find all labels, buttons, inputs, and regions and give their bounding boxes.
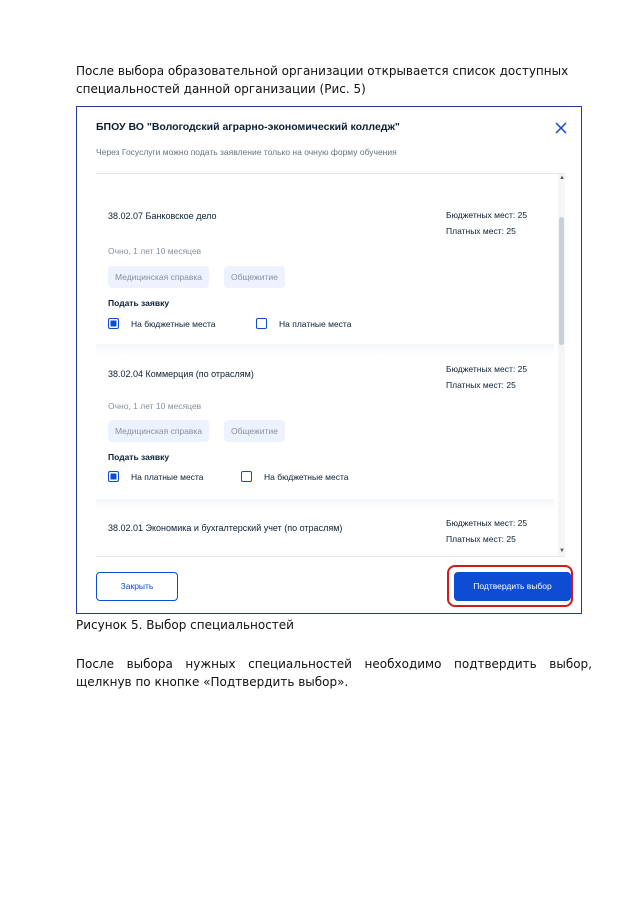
tag-dormitory: Общежитие bbox=[224, 266, 285, 288]
checkbox-paid[interactable] bbox=[256, 318, 267, 329]
specialty-dialog-screenshot bbox=[76, 106, 582, 614]
close-icon[interactable] bbox=[553, 120, 569, 136]
specialty-card bbox=[96, 499, 554, 556]
tag-medical-certificate: Медицинская справка bbox=[108, 266, 209, 288]
tag-medical-certificate: Медицинская справка bbox=[108, 420, 209, 442]
checkbox-label: На бюджетные места bbox=[264, 472, 349, 482]
checkbox-budget[interactable] bbox=[241, 471, 252, 482]
specialty-name: 38.02.01 Экономика и бухгалтерский учет (по отраслям) bbox=[108, 523, 343, 533]
scrollbar-thumb[interactable] bbox=[559, 217, 564, 345]
dialog-note: Через Госуслуги можно подать заявление только на очную форму обучения bbox=[96, 147, 397, 157]
specialty-card bbox=[96, 174, 554, 329]
outro-paragraph: После выбора нужных специальностей необходимо подтвердить выбор, щелкнув по кнопке «Подтвердить выбор». bbox=[76, 657, 592, 689]
budget-places: Бюджетных мест: 25 bbox=[446, 364, 528, 374]
checkbox-label: На платные места bbox=[279, 319, 352, 329]
specialty-name: 38.02.07 Банковское дело bbox=[108, 211, 217, 221]
scroll-up-icon[interactable]: ▲ bbox=[559, 175, 565, 181]
checkbox-label: На платные места bbox=[131, 472, 204, 482]
apply-label: Подать заявку bbox=[108, 452, 170, 462]
places-info bbox=[446, 515, 527, 547]
tag-dormitory: Общежитие bbox=[224, 420, 285, 442]
paid-places: Платных мест: 25 bbox=[446, 380, 516, 390]
figure-caption: Рисунок 5. Выбор специальностей bbox=[76, 618, 294, 632]
checkbox-paid[interactable] bbox=[108, 471, 119, 482]
specialty-list[interactable] bbox=[96, 173, 565, 557]
scroll-down-icon[interactable]: ▼ bbox=[559, 548, 565, 554]
budget-places: Бюджетных мест: 25 bbox=[446, 210, 528, 220]
paid-places: Платных мест: 25 bbox=[446, 226, 516, 236]
places-info bbox=[446, 207, 527, 239]
close-button[interactable]: Закрыть bbox=[96, 572, 178, 601]
study-form: Очно, 1 лет 10 месяцев bbox=[108, 246, 202, 256]
budget-places: Бюджетных мест: 25 bbox=[446, 518, 528, 528]
dialog-title: БПОУ ВО "Вологодский аграрно-экономический колледж" bbox=[96, 121, 400, 133]
places-info bbox=[446, 361, 527, 393]
study-form: Очно, 1 лет 10 месяцев bbox=[108, 401, 202, 411]
checkbox-label: На бюджетные места bbox=[131, 319, 216, 329]
intro-paragraph: После выбора образовательной организации открывается список доступных специальностей данной организации (Рис. 5) bbox=[76, 64, 569, 96]
apply-label: Подать заявку bbox=[108, 298, 170, 308]
confirm-selection-button[interactable]: Подтвердить выбор bbox=[454, 572, 571, 601]
specialty-card bbox=[96, 344, 554, 494]
scrollbar[interactable] bbox=[558, 174, 565, 556]
checkbox-budget[interactable] bbox=[108, 318, 119, 329]
paid-places: Платных мест: 25 bbox=[446, 534, 516, 544]
specialty-name: 38.02.04 Коммерция (по отраслям) bbox=[108, 369, 254, 379]
